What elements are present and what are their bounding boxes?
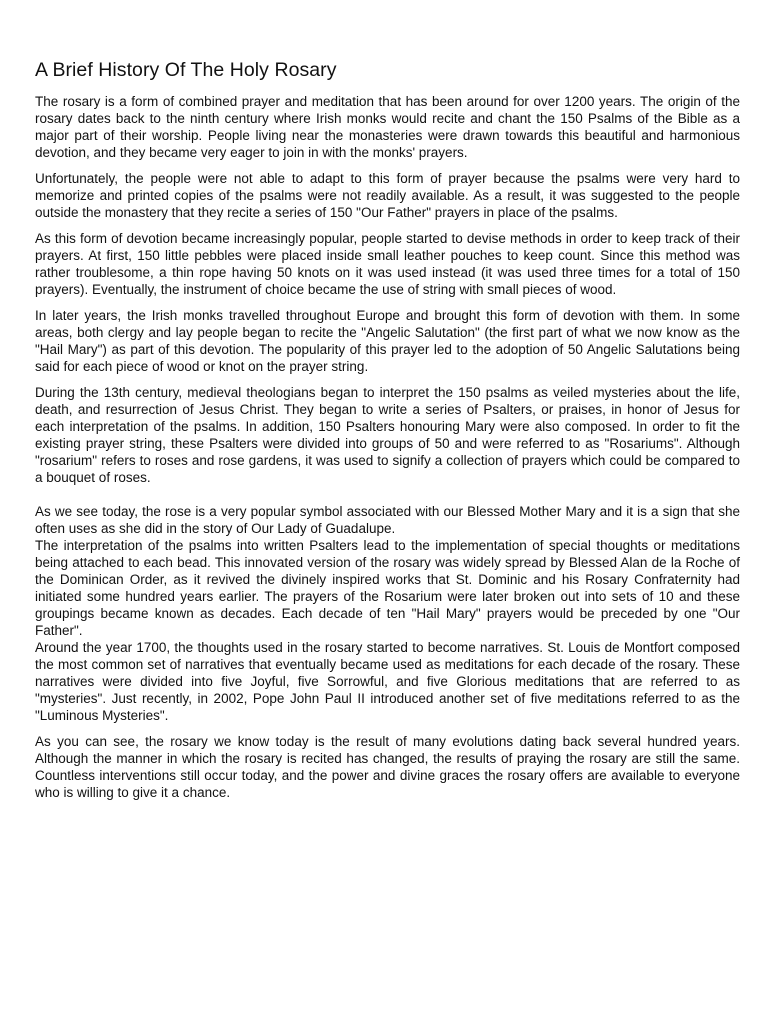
paragraph-angelic-salutation: In later years, the Irish monks travelled throughout Europe and brought this form of devotion with them. In some areas, both clergy and lay people began to recite the "Angelic Salutation" (the first part of what we now know as the "Hail Mary") as part of this devotion. The popularity of this prayer led to the adoption of 50 Angelic Salutations being said for each piece of wood or knot on the prayer string.	[35, 308, 740, 374]
paragraph-psalters: During the 13th century, medieval theologians began to interpret the 150 psalms as veiled mysteries about the life, death, and resurrection of Jesus Christ. They began to write a series of Psalters, or praises, in honor of Jesus for each interpretation of the psalms. In addition, 150 Psalters honouring Mary were also composed. In order to fit the existing prayer string, these Psalters were divided into groups of 50 and were referred to as "Rosariums". Although "rosarium" refers to roses and rose gardens, it was used to signify a collection of prayers which could be compared to a bouquet of roses.	[35, 385, 740, 485]
paragraph-conclusion: As you can see, the rosary we know today is the result of many evolutions dating back several hundred years. Although the manner in which the rosary is recited has changed, the results of praying the rosary are still the same. Countless interventions still occur today, and the power and divine graces the rosary offers are available to everyone who is willing to give it a chance.	[35, 734, 740, 800]
paragraph-our-father: Unfortunately, the people were not able to adapt to this form of prayer because the psalms were very hard to memorize and printed copies of the psalms were not readily available. As a result, it was suggested to the people outside the monastery that they recite a series of 150 "Our Father" prayers in place of the psalms.	[35, 171, 740, 220]
paragraph-mysteries: Around the year 1700, the thoughts used in the rosary started to become narratives. St. Louis de Montfort composed the most common set of narratives that eventually became used as meditations for each decade of the rosary. These narratives were divided into five Joyful, five Sorrowful, and five Glorious meditations that are referred to as "mysteries". Just recently, in 2002, Pope John Paul II introduced another set of five meditations referred to as the "Luminous Mysteries".	[35, 640, 740, 723]
paragraph-rose-symbol: As we see today, the rose is a very popular symbol associated with our Blessed Mother Mary and it is a sign that she often uses as she did in the story of Our Lady of Guadalupe.	[35, 504, 740, 536]
document-title: A Brief History Of The Holy Rosary	[35, 59, 337, 81]
paragraph-meditations: The interpretation of the psalms into written Psalters lead to the implementation of special thoughts or meditations being attached to each bead. This innovated version of the rosary was widely spread by Blessed Alan de la Roche of the Dominican Order, as it revived the divinely inspired works that St. Dominic and his Rosary Confraternity had initiated some hundred years earlier. The prayers of the Rosarium were later broken out into sets of 10 and these groupings became known as decades. Each decade of ten "Hail Mary" prayers would be preceded by one "Our Father".	[35, 538, 740, 638]
paragraph-counting-methods: As this form of devotion became increasingly popular, people started to devise methods in order to keep track of their prayers. At first, 150 little pebbles were placed inside small leather pouches to keep count. Since this method was rather troublesome, a thin rope having 50 knots on it was used instead (it was used three times for a total of 150 prayers). Eventually, the instrument of choice became the use of string with small pieces of wood.	[35, 231, 740, 297]
paragraph-origin: The rosary is a form of combined prayer and meditation that has been around for over 1200 years. The origin of the rosary dates back to the ninth century where Irish monks would recite and chant the 150 Psalms of the Bible as a major part of their worship. People living near the monasteries were drawn towards this beautiful and harmonious devotion, and they became very eager to join in with the monks' prayers.	[35, 94, 740, 160]
